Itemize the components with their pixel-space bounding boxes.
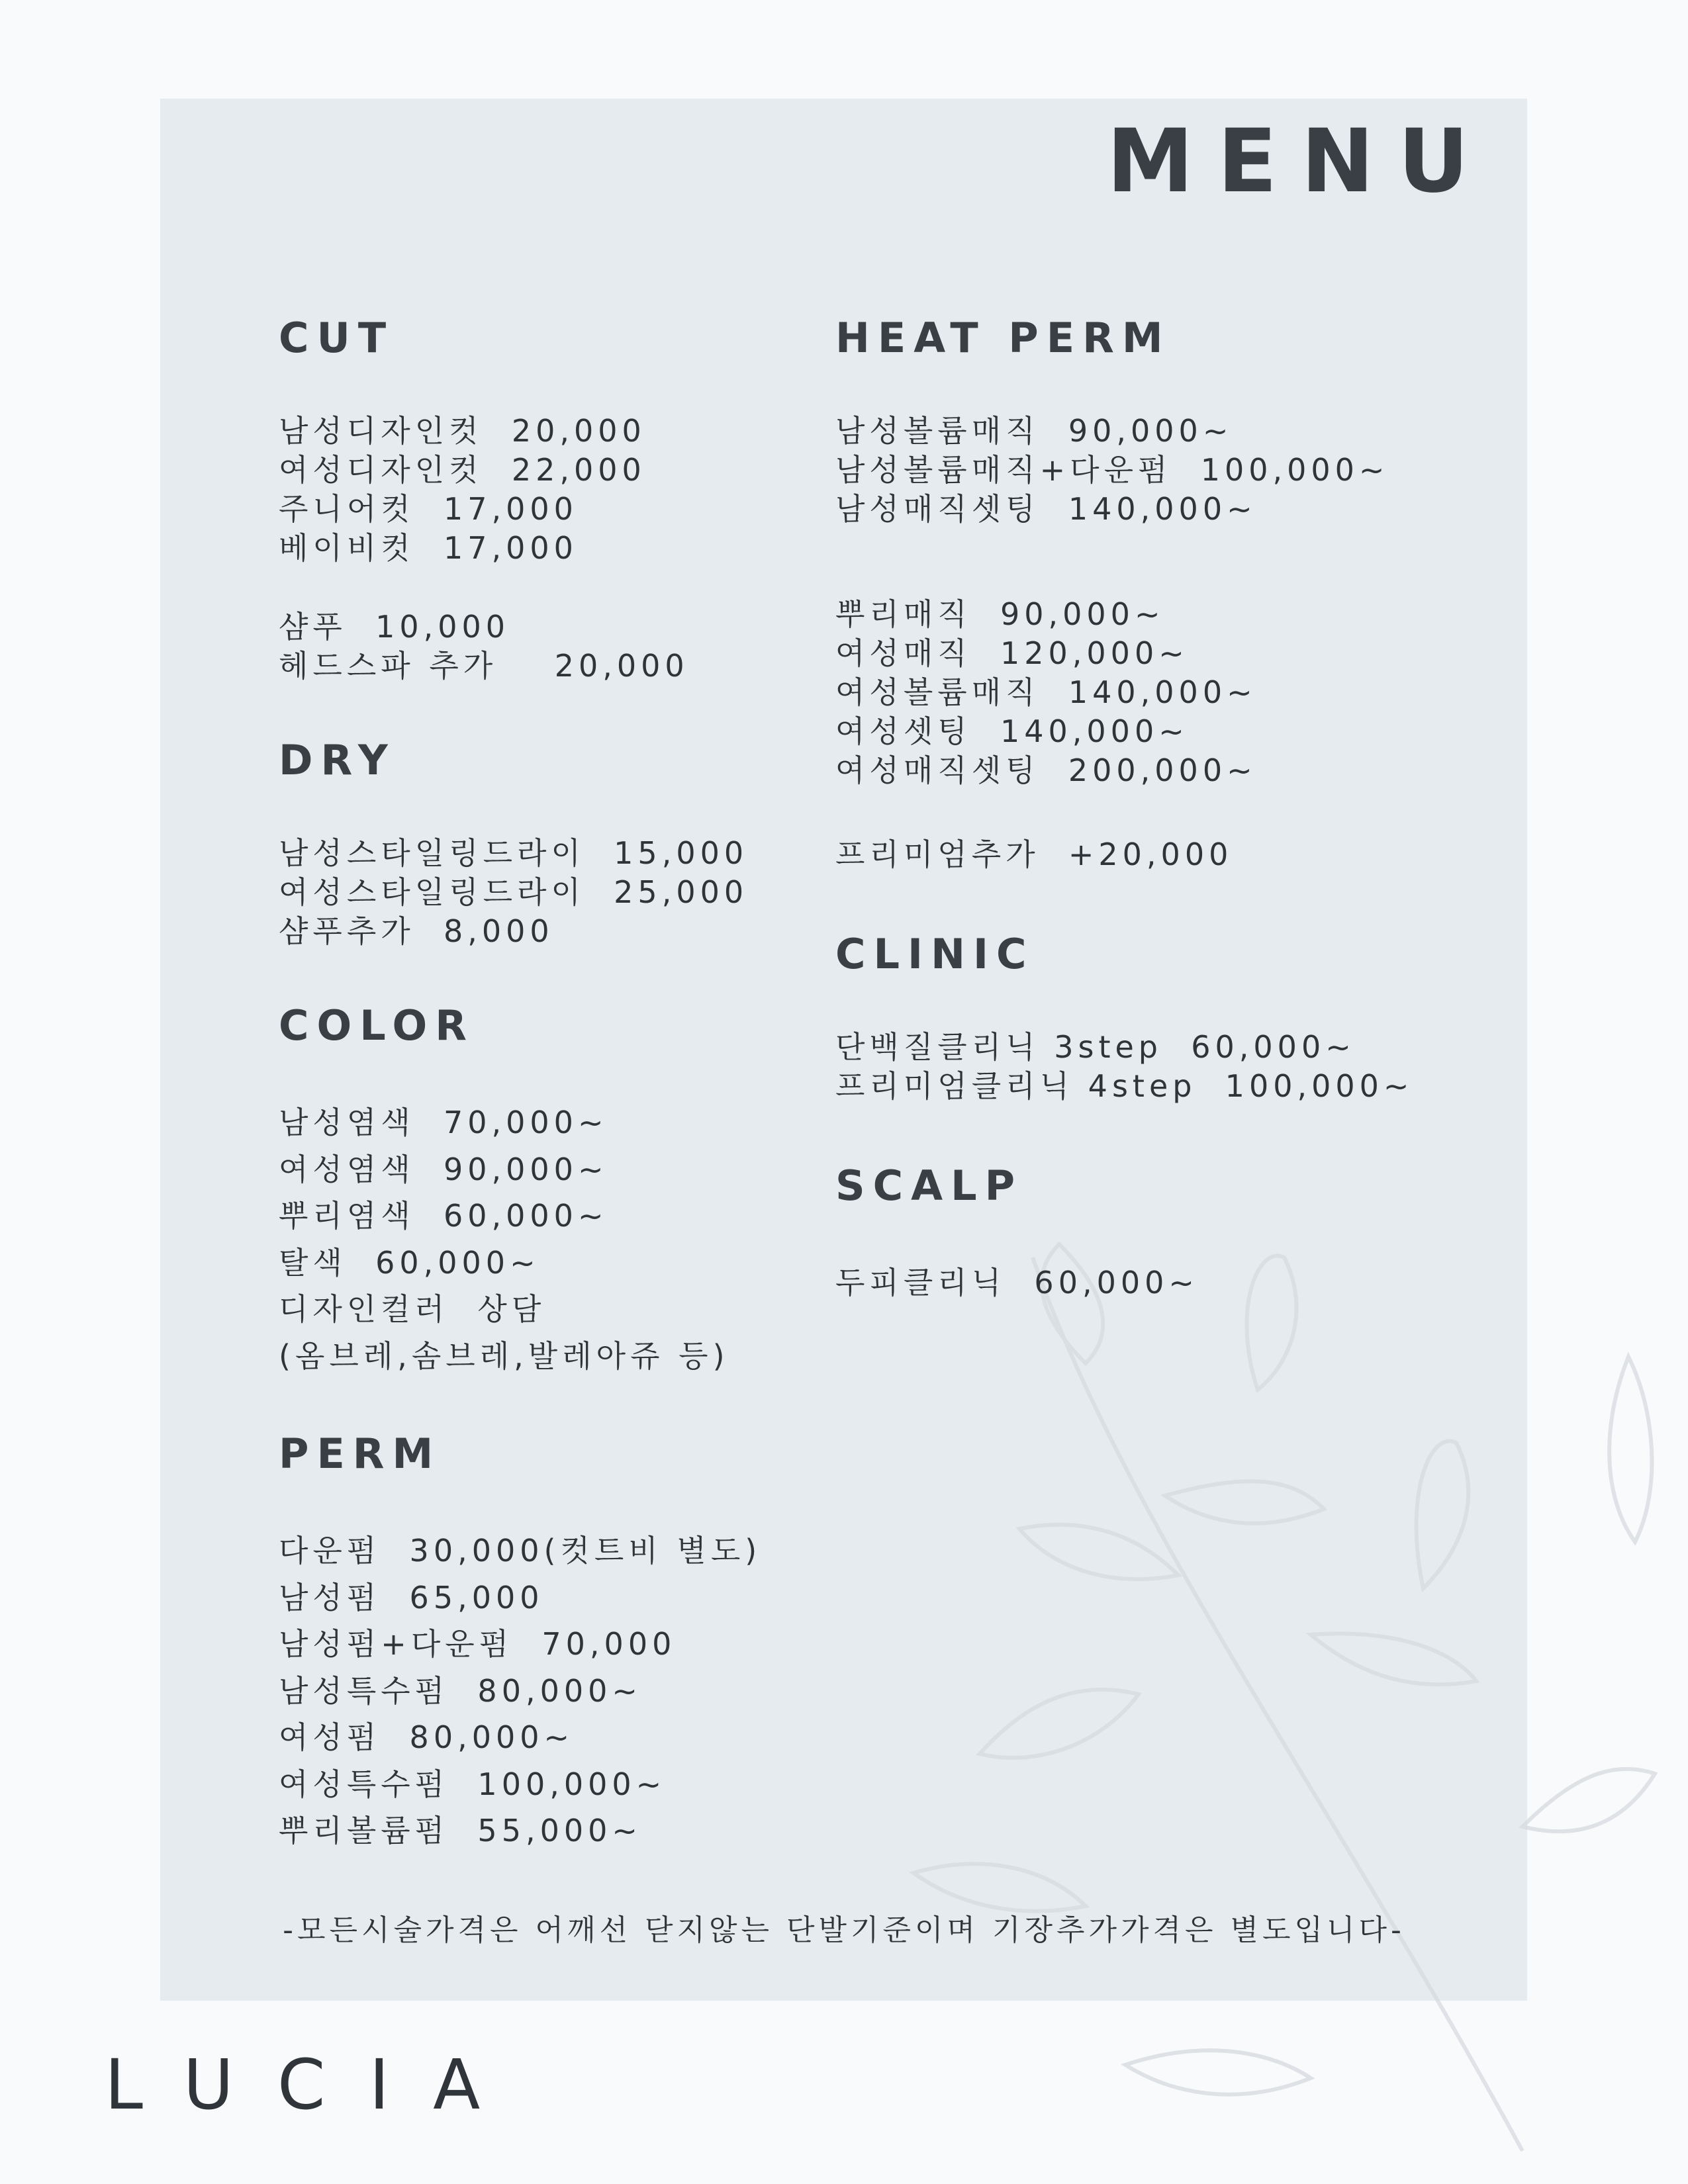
section-title: SCALP <box>835 1161 1023 1210</box>
menu-item: 남성디자인컷 20,000 <box>279 413 646 449</box>
item-group <box>279 1527 821 1854</box>
menu-item: 남성볼륨매직+다운펌 100,000~ <box>835 452 1389 488</box>
section-title: DRY <box>279 736 396 784</box>
section-scalp <box>835 1161 1497 1306</box>
menu-item: 여성볼륨매직 140,000~ <box>835 674 1257 710</box>
menu-item: 단백질클리닉 3step 60,000~ <box>835 1029 1356 1065</box>
right-column <box>835 314 1497 1306</box>
item-group <box>279 1099 821 1379</box>
section-color <box>279 1001 821 1379</box>
menu-item: 두피클리닉 60,000~ <box>835 1265 1199 1300</box>
menu-item: 여성염색 90,000~ <box>279 1151 608 1187</box>
menu-item: 주니어컷 17,000 <box>279 491 578 527</box>
left-column <box>279 314 821 1854</box>
menu-item: 뿌리매직 90,000~ <box>835 596 1165 632</box>
brand-logo: LUCIA <box>105 2044 524 2125</box>
item-group <box>279 834 821 951</box>
menu-item: 여성디자인컷 22,000 <box>279 452 646 488</box>
item-group <box>835 835 1497 874</box>
menu-item: 디자인컬러 상담 <box>279 1291 546 1327</box>
menu-item: 여성매직 120,000~ <box>835 635 1189 671</box>
section-title: HEAT PERM <box>835 314 1171 362</box>
menu-title: MENU <box>1106 111 1493 212</box>
menu-item: 여성매직셋팅 200,000~ <box>835 752 1257 788</box>
item-group <box>835 595 1497 790</box>
section-clinic <box>835 930 1497 1106</box>
menu-item: 뿌리볼륨펌 55,000~ <box>279 1813 642 1848</box>
menu-item: 남성매직셋팅 140,000~ <box>835 491 1257 527</box>
menu-item: 샴푸추가 8,000 <box>279 913 554 949</box>
menu-item: 여성스타일링드라이 25,000 <box>279 874 749 910</box>
section-cut <box>279 314 821 686</box>
item-group <box>835 1028 1497 1106</box>
section-perm <box>279 1430 821 1854</box>
menu-item: 다운펌 30,000(컷트비 별도) <box>279 1533 762 1569</box>
menu-item: (옴브레,솜브레,발레아쥬 등) <box>279 1338 729 1374</box>
section-heat-perm <box>835 314 1497 874</box>
menu-item: 남성펌 65,000 <box>279 1579 544 1615</box>
section-title: COLOR <box>279 1001 475 1050</box>
item-group <box>279 412 821 568</box>
menu-item: 프리미엄추가 +20,000 <box>835 837 1233 872</box>
section-dry <box>279 736 821 951</box>
section-title: PERM <box>279 1430 442 1478</box>
menu-item: 남성염색 70,000~ <box>279 1105 608 1140</box>
menu-item: 프리미엄클리닉 4step 100,000~ <box>835 1068 1414 1104</box>
section-title: CLINIC <box>835 930 1035 978</box>
menu-item: 탈색 60,000~ <box>279 1244 540 1281</box>
item-group <box>835 412 1497 529</box>
price-footnote: -모든시술가격은 어깨선 닫지않는 단발기준이며 기장추가가격은 별도입니다- <box>283 1913 1405 1947</box>
menu-item: 베이비컷 17,000 <box>279 530 578 566</box>
menu-item: 헤드스파 추가 20,000 <box>279 648 689 684</box>
menu-item: 뿌리염색 60,000~ <box>279 1198 608 1234</box>
section-title: CUT <box>279 314 395 362</box>
menu-item: 남성스타일링드라이 15,000 <box>279 835 749 871</box>
menu-item: 남성볼륨매직 90,000~ <box>835 413 1233 449</box>
item-group <box>279 608 821 686</box>
menu-item: 여성펌 80,000~ <box>279 1719 575 1755</box>
item-group <box>835 1259 1497 1306</box>
menu-item: 남성특수펌 80,000~ <box>279 1672 642 1709</box>
menu-item: 샴푸 10,000 <box>279 609 510 645</box>
menu-item: 여성특수펌 100,000~ <box>279 1766 667 1802</box>
menu-item: 여성셋팅 140,000~ <box>835 713 1189 749</box>
menu-item: 남성펌+다운펌 70,000 <box>279 1626 677 1662</box>
